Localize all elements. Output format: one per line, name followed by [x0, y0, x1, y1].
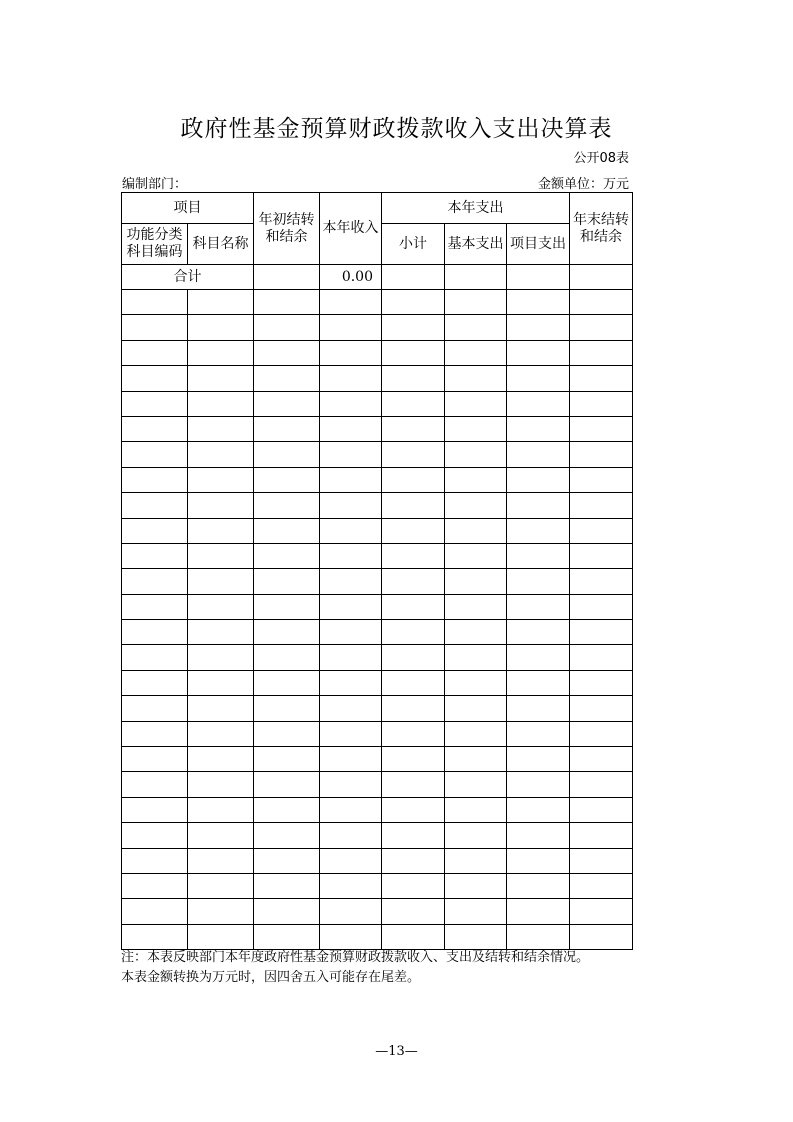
table-row [122, 823, 633, 848]
table-cell [320, 467, 382, 492]
table-cell [188, 391, 254, 416]
table-cell [188, 543, 254, 568]
table-cell [382, 467, 445, 492]
table-cell [570, 366, 633, 391]
table-cell [254, 670, 320, 695]
header-func-code: 功能分类科目编码 [122, 224, 188, 265]
table-row [122, 772, 633, 797]
table-cell [445, 670, 507, 695]
table-cell [122, 391, 188, 416]
table-cell [320, 290, 382, 315]
total-basic-expense [445, 265, 507, 290]
table-cell [382, 569, 445, 594]
table-row [122, 696, 633, 721]
table-cell [570, 924, 633, 949]
table-row [122, 670, 633, 695]
total-begin-balance [254, 265, 320, 290]
table-cell [254, 645, 320, 670]
table-row [122, 594, 633, 619]
table-row [122, 721, 633, 746]
table-cell [570, 645, 633, 670]
table-cell [570, 340, 633, 365]
total-end-balance [570, 265, 633, 290]
header-project-expense: 项目支出 [507, 224, 570, 265]
table-row [122, 797, 633, 822]
table-cell [188, 340, 254, 365]
table-cell [570, 620, 633, 645]
table-cell [254, 442, 320, 467]
total-income: 0.00 [320, 265, 382, 290]
table-cell [570, 569, 633, 594]
table-cell [122, 645, 188, 670]
table-cell [188, 670, 254, 695]
unit-label: 金额单位：万元 [537, 177, 629, 192]
table-cell [320, 696, 382, 721]
table-cell [122, 416, 188, 441]
table-cell [507, 924, 570, 949]
table-cell [445, 721, 507, 746]
table-cell [320, 416, 382, 441]
table-cell [382, 416, 445, 441]
table-cell [445, 823, 507, 848]
table-cell [188, 823, 254, 848]
table-cell [188, 848, 254, 873]
table-cell [320, 594, 382, 619]
table-cell [254, 416, 320, 441]
table-cell [254, 493, 320, 518]
table-cell [507, 518, 570, 543]
table-cell [382, 823, 445, 848]
table-cell [254, 696, 320, 721]
table-cell [122, 620, 188, 645]
table-cell [445, 772, 507, 797]
table-cell [445, 873, 507, 898]
table-cell [382, 899, 445, 924]
table-cell [507, 467, 570, 492]
table-cell [445, 924, 507, 949]
table-cell [445, 645, 507, 670]
table-row [122, 290, 633, 315]
table-cell [382, 772, 445, 797]
table-cell [320, 493, 382, 518]
table-row [122, 391, 633, 416]
table-cell [382, 366, 445, 391]
table-cell [254, 315, 320, 340]
header-begin-balance: 年初结转和结余 [254, 193, 320, 265]
table-cell [570, 823, 633, 848]
table-cell [382, 315, 445, 340]
table-cell [320, 772, 382, 797]
table-cell [382, 721, 445, 746]
table-cell [254, 873, 320, 898]
table-cell [507, 873, 570, 898]
table-cell [254, 290, 320, 315]
table-cell [445, 467, 507, 492]
table-cell [122, 797, 188, 822]
header-row-1 [122, 193, 633, 224]
table-cell [188, 696, 254, 721]
table-cell [320, 797, 382, 822]
table-cell [382, 696, 445, 721]
total-subtotal [382, 265, 445, 290]
table-cell [445, 391, 507, 416]
table-cell [320, 366, 382, 391]
table-cell [188, 721, 254, 746]
table-cell [320, 848, 382, 873]
table-cell [507, 416, 570, 441]
table-cell [382, 290, 445, 315]
table-cell [570, 899, 633, 924]
table-cell [382, 594, 445, 619]
table-cell [320, 721, 382, 746]
table-row [122, 467, 633, 492]
table-cell [507, 848, 570, 873]
table-cell [445, 518, 507, 543]
table-cell [254, 823, 320, 848]
table-cell [445, 797, 507, 822]
table-cell [570, 467, 633, 492]
table-cell [188, 924, 254, 949]
table-cell [507, 645, 570, 670]
table-cell [320, 924, 382, 949]
table-row [122, 493, 633, 518]
table-cell [320, 340, 382, 365]
table-cell [122, 594, 188, 619]
table-cell [188, 290, 254, 315]
table-cell [254, 848, 320, 873]
table-cell [507, 493, 570, 518]
footnote-line-2: 本表金额转换为万元时，因四舍五入可能存在尾差。 [121, 970, 421, 985]
table-cell [570, 493, 633, 518]
table-cell [188, 569, 254, 594]
table-cell [122, 721, 188, 746]
table-cell [320, 315, 382, 340]
header-item: 项目 [122, 193, 254, 224]
total-row [122, 265, 633, 290]
table-row [122, 416, 633, 441]
table-cell [382, 924, 445, 949]
table-cell [382, 442, 445, 467]
table-cell [507, 569, 570, 594]
table-cell [122, 848, 188, 873]
table-row [122, 848, 633, 873]
table-cell [188, 416, 254, 441]
footnote [121, 948, 589, 988]
table-cell [570, 797, 633, 822]
table-cell [507, 899, 570, 924]
table-cell [570, 290, 633, 315]
table-cell [188, 493, 254, 518]
table-cell [507, 366, 570, 391]
table-cell [507, 747, 570, 772]
table-cell [188, 747, 254, 772]
header-end-balance: 年末结转和结余 [570, 193, 633, 265]
table-cell [382, 747, 445, 772]
table-cell [382, 873, 445, 898]
table-cell [122, 493, 188, 518]
table-cell [445, 543, 507, 568]
table-cell [188, 772, 254, 797]
table-cell [122, 899, 188, 924]
table-cell [445, 848, 507, 873]
table-cell [382, 391, 445, 416]
table-cell [122, 696, 188, 721]
table-cell [188, 315, 254, 340]
table-cell [445, 290, 507, 315]
table-cell [320, 442, 382, 467]
table-cell [122, 518, 188, 543]
table-cell [320, 518, 382, 543]
table-cell [320, 645, 382, 670]
table-cell [122, 442, 188, 467]
table-cell [122, 340, 188, 365]
table-cell [254, 518, 320, 543]
table-cell [507, 823, 570, 848]
table-cell [445, 366, 507, 391]
table-cell [507, 696, 570, 721]
table-cell [122, 823, 188, 848]
header-subtotal: 小计 [382, 224, 445, 265]
table-cell [570, 543, 633, 568]
table-cell [320, 899, 382, 924]
table-cell [507, 620, 570, 645]
table-cell [570, 315, 633, 340]
table-cell [570, 848, 633, 873]
table-cell [382, 645, 445, 670]
table-cell [507, 543, 570, 568]
table-cell [507, 340, 570, 365]
dept-label: 编制部门： [122, 177, 188, 192]
table-cell [445, 569, 507, 594]
header-expense: 本年支出 [382, 193, 570, 224]
total-label: 合计 [122, 265, 254, 290]
table-cell [507, 772, 570, 797]
total-project-expense [507, 265, 570, 290]
table-row [122, 315, 633, 340]
table-cell [320, 391, 382, 416]
table-cell [320, 823, 382, 848]
table-cell [570, 416, 633, 441]
table-cell [254, 569, 320, 594]
table-cell [507, 315, 570, 340]
table-row [122, 747, 633, 772]
table-cell [254, 797, 320, 822]
table-cell [122, 873, 188, 898]
table-cell [507, 721, 570, 746]
table-cell [122, 747, 188, 772]
table-cell [445, 899, 507, 924]
table-cell [320, 670, 382, 695]
table-cell [382, 797, 445, 822]
table-cell [254, 620, 320, 645]
table-cell [254, 747, 320, 772]
table-row [122, 899, 633, 924]
table-row [122, 645, 633, 670]
table-cell [570, 391, 633, 416]
table-cell [122, 315, 188, 340]
table-row [122, 340, 633, 365]
table-cell [445, 416, 507, 441]
table-row [122, 442, 633, 467]
budget-table [121, 192, 633, 950]
table-cell [122, 543, 188, 568]
table-cell [122, 569, 188, 594]
table-cell [382, 670, 445, 695]
table-cell [382, 543, 445, 568]
table-cell [254, 391, 320, 416]
table-cell [254, 340, 320, 365]
table-cell [320, 543, 382, 568]
table-cell [445, 594, 507, 619]
table-cell [570, 594, 633, 619]
table-row [122, 569, 633, 594]
table-cell [570, 747, 633, 772]
table-cell [254, 543, 320, 568]
table-cell [382, 493, 445, 518]
table-row [122, 543, 633, 568]
table-cell [320, 747, 382, 772]
header-income: 本年收入 [320, 193, 382, 265]
table-cell [445, 442, 507, 467]
table-cell [122, 670, 188, 695]
table-cell [382, 340, 445, 365]
table-cell [254, 366, 320, 391]
table-row [122, 873, 633, 898]
table-cell [254, 594, 320, 619]
table-cell [382, 518, 445, 543]
table-cell [570, 442, 633, 467]
table-cell [445, 620, 507, 645]
header-subject-name: 科目名称 [188, 224, 254, 265]
table-cell [188, 366, 254, 391]
table-cell [570, 518, 633, 543]
table-cell [320, 873, 382, 898]
table-cell [445, 340, 507, 365]
table-cell [254, 772, 320, 797]
table-cell [445, 315, 507, 340]
table-cell [188, 518, 254, 543]
table-cell [507, 670, 570, 695]
table-cell [122, 290, 188, 315]
table-cell [507, 442, 570, 467]
table-cell [122, 924, 188, 949]
table-cell [188, 899, 254, 924]
table-number: 公开08表 [573, 151, 629, 166]
page-title: 政府性基金预算财政拨款收入支出决算表 [180, 116, 613, 142]
table-cell [254, 467, 320, 492]
table-cell [188, 620, 254, 645]
table-row [122, 518, 633, 543]
table-cell [188, 467, 254, 492]
table-cell [382, 620, 445, 645]
table-cell [507, 797, 570, 822]
table-cell [188, 873, 254, 898]
table-cell [445, 493, 507, 518]
table-cell [188, 442, 254, 467]
table-cell [254, 721, 320, 746]
table-cell [122, 366, 188, 391]
table-cell [570, 670, 633, 695]
table-cell [507, 290, 570, 315]
table-cell [188, 594, 254, 619]
table-cell [570, 772, 633, 797]
table-row [122, 366, 633, 391]
table-cell [570, 721, 633, 746]
table-cell [382, 848, 445, 873]
table-cell [254, 899, 320, 924]
table-row [122, 924, 633, 949]
table-cell [445, 747, 507, 772]
table-cell [188, 645, 254, 670]
table-cell [570, 873, 633, 898]
table-cell [254, 924, 320, 949]
table-row [122, 620, 633, 645]
table-cell [188, 797, 254, 822]
footnote-line-1: 注：本表反映部门本年度政府性基金预算财政拨款收入、支出及结转和结余情况。 [121, 950, 590, 965]
table-cell [320, 620, 382, 645]
table-cell [507, 594, 570, 619]
table-cell [445, 696, 507, 721]
table-cell [570, 696, 633, 721]
table-cell [122, 467, 188, 492]
table-cell [320, 569, 382, 594]
table-cell [507, 391, 570, 416]
table-cell [122, 772, 188, 797]
header-basic-expense: 基本支出 [445, 224, 507, 265]
page-number: —13— [375, 1044, 418, 1059]
